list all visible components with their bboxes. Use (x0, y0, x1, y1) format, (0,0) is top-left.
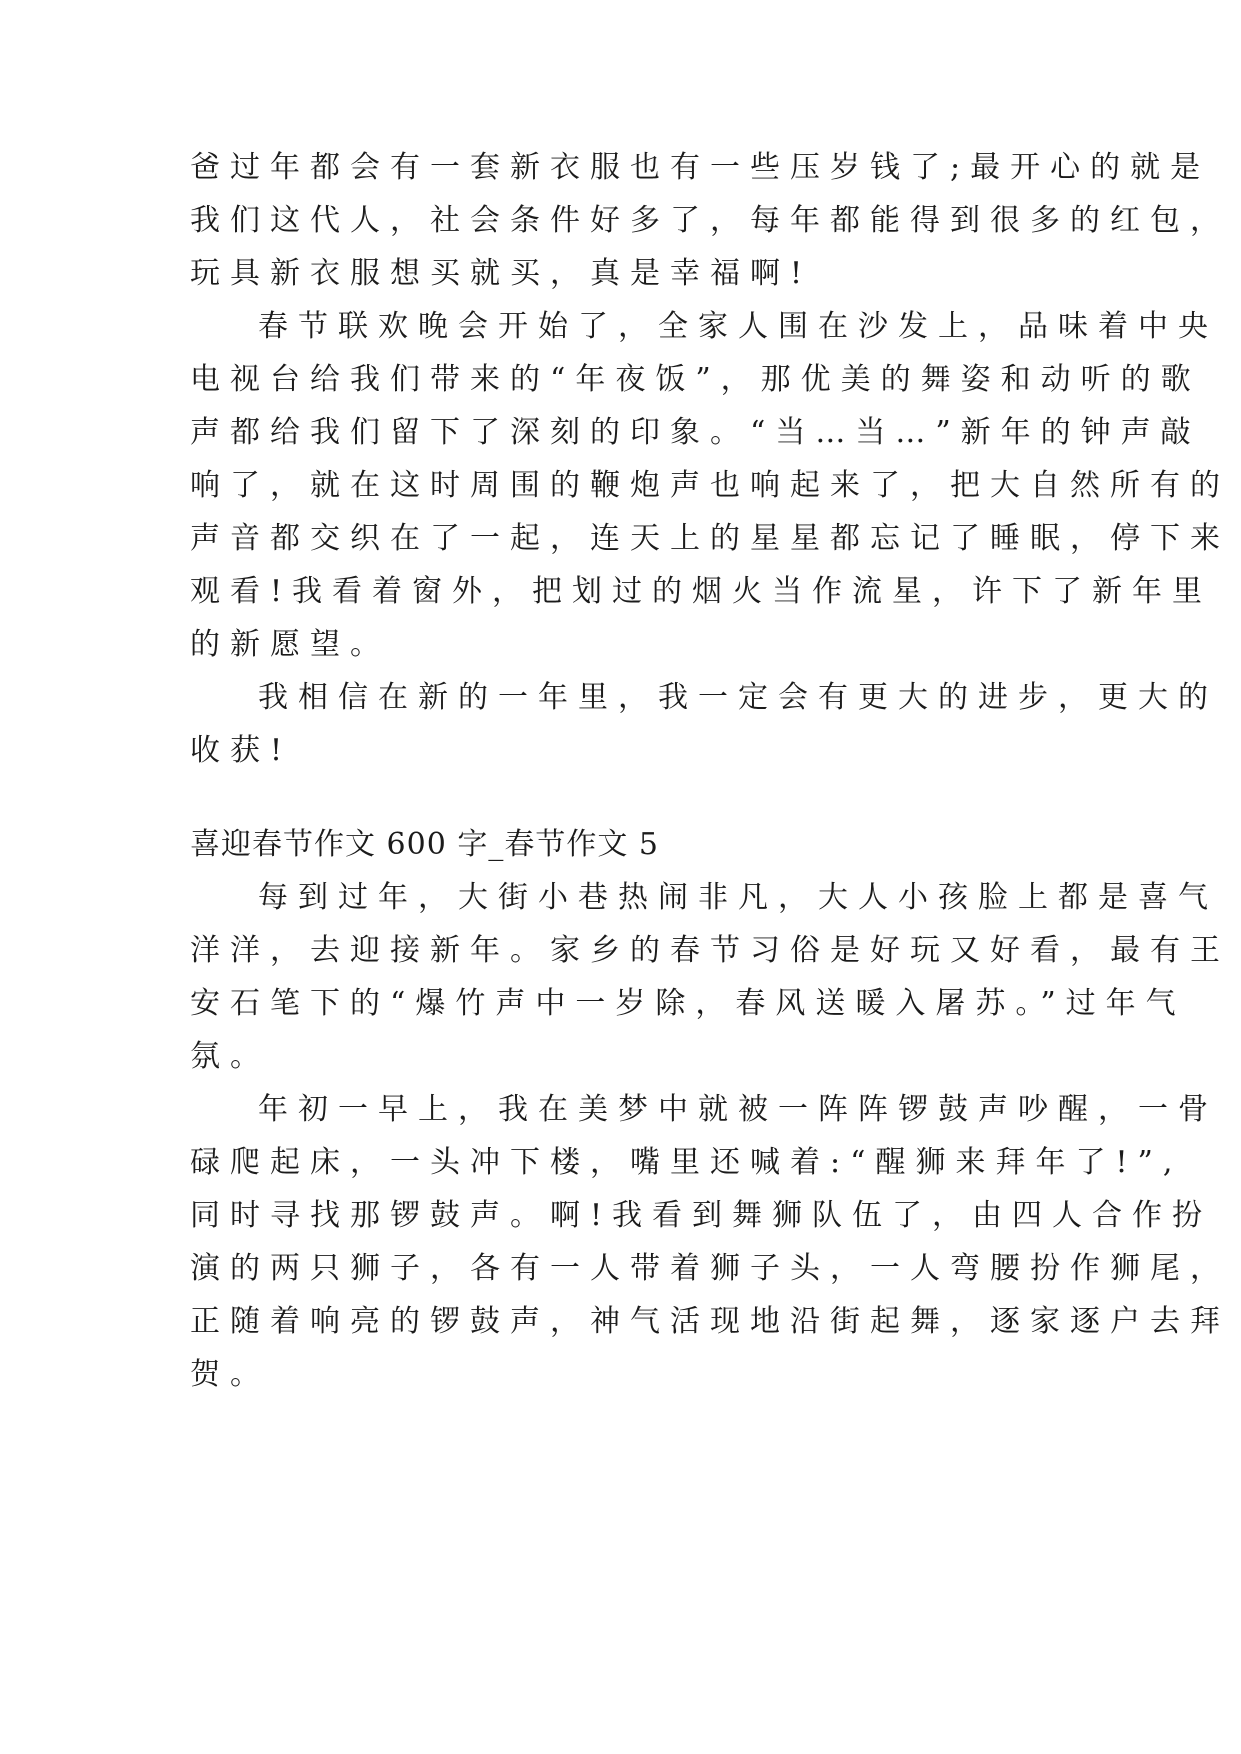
text-line: 我相信在新的一年里，我一定会有更大的进步，更大的 (258, 680, 1218, 715)
text-line: 响了，就在这时周围的鞭炮声也响起来了，把大自然所有的 (190, 468, 1230, 503)
text-line: 春节联欢晚会开始了，全家人围在沙发上，品味着中央 (258, 309, 1218, 344)
text-line: 碌爬起床，一头冲下楼，嘴里还喊着:“醒狮来拜年了!”, (190, 1145, 1183, 1180)
text-line: 电视台给我们带来的“年夜饭”，那优美的舞姿和动听的歌 (190, 362, 1201, 397)
section-title: 喜迎春节作文 600 字_春节作文 5 (190, 827, 659, 862)
text-line: 玩具新衣服想买就买，真是幸福啊! (190, 256, 813, 291)
text-line: 演的两只狮子，各有一人带着狮子头，一人弯腰扮作狮尾， (190, 1251, 1230, 1286)
text-line: 每到过年，大街小巷热闹非凡，大人小孩脸上都是喜气 (258, 880, 1218, 915)
text-line: 同时寻找那锣鼓声。啊!我看到舞狮队伍了，由四人合作扮 (190, 1198, 1213, 1233)
text-line: 收获! (190, 733, 293, 768)
text-line: 声音都交织在了一起，连天上的星星都忘记了睡眠，停下来 (190, 521, 1230, 556)
text-line: 正随着响亮的锣鼓声，神气活现地沿街起舞，逐家逐户去拜 (190, 1304, 1230, 1339)
text-line: 爸过年都会有一套新衣服也有一些压岁钱了;最开心的就是 (190, 150, 1211, 185)
text-line: 的新愿望。 (190, 627, 390, 662)
text-line: 洋洋，去迎接新年。家乡的春节习俗是好玩又好看，最有王 (190, 933, 1230, 968)
text-line: 安石笔下的“爆竹声中一岁除，春风送暖入屠苏。”过年气 (190, 986, 1186, 1021)
text-line: 我们这代人，社会条件好多了，每年都能得到很多的红包， (190, 203, 1230, 238)
text-line: 贺。 (190, 1357, 270, 1392)
text-line: 声都给我们留下了深刻的印象。“当…当…”新年的钟声敲 (190, 415, 1201, 450)
text-line: 年初一早上，我在美梦中就被一阵阵锣鼓声吵醒，一骨 (258, 1092, 1218, 1127)
text-line: 观看!我看着窗外，把划过的烟火当作流星，许下了新年里 (190, 574, 1213, 609)
text-line: 氛。 (190, 1039, 270, 1074)
